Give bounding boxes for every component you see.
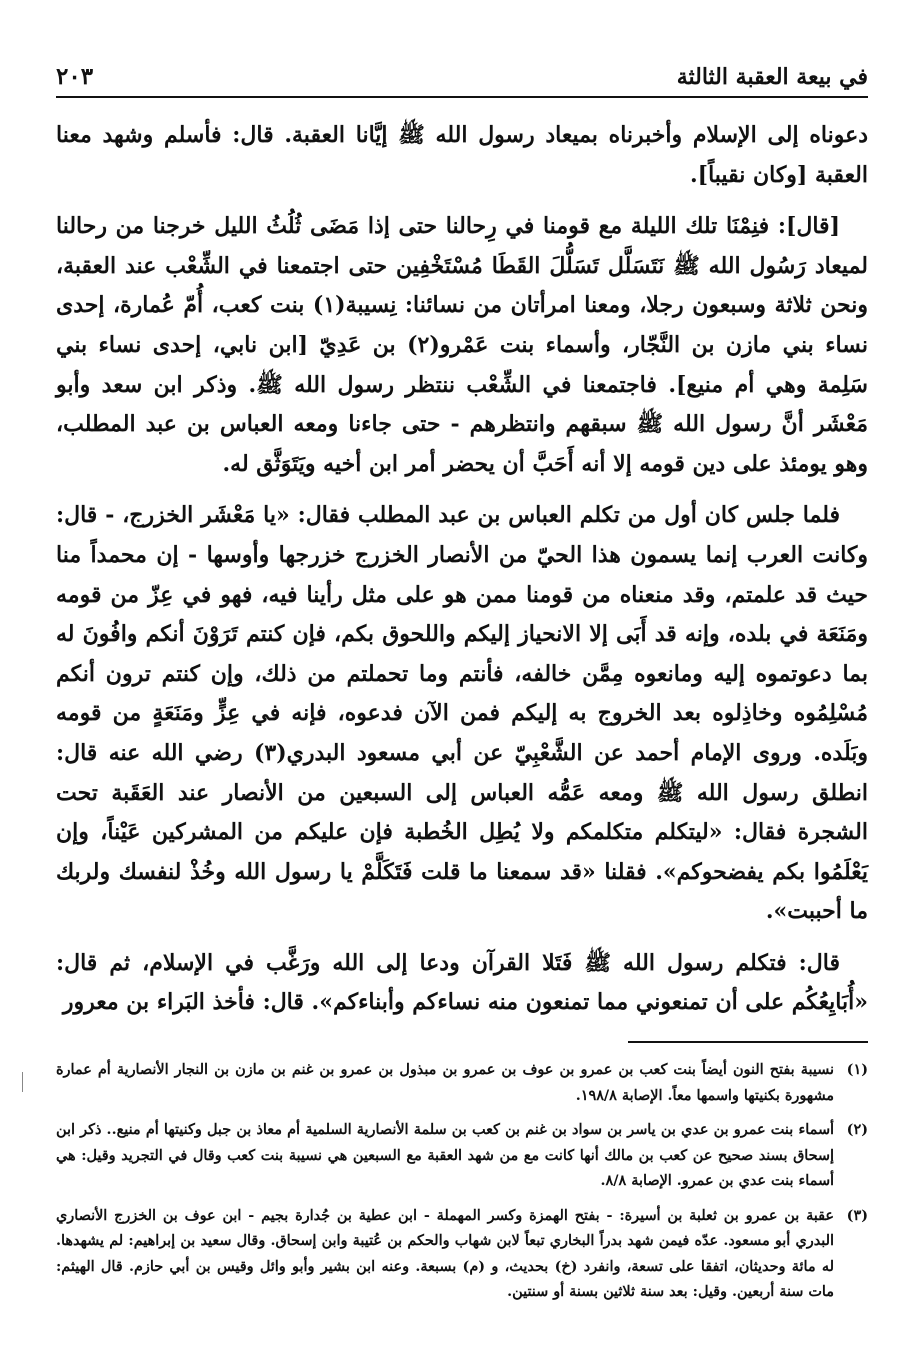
- book-page: [56, 50, 868, 1340]
- footnote-number: (١): [846, 1061, 868, 1079]
- footnote-3: [56, 1203, 868, 1305]
- footnotes: [56, 1057, 868, 1305]
- main-text: [56, 116, 868, 1023]
- running-title: في بيعة العقبة الثالثة: [676, 64, 868, 90]
- scan-margin-mark: [22, 1072, 23, 1092]
- running-header: [56, 50, 868, 88]
- footnote-number: (٢): [846, 1121, 868, 1139]
- page-number: ٢٠٣: [56, 63, 94, 90]
- paragraph-2: [قال]: فنِمْنَا تلك الليلة مع قومنا في رِحالنا حتى إذا مَضَى ثُلُثُ الليل خرجنا من رحالنا لميعاد رَسُول الله ﷺ نَتَسَلَّل تَسَلُّلَ القَطَا مُسْتَخْفِين حتى اجتمعنا في الشِّعْب عند العقبة، ونحن ثلاثة وسبعون رجلا، ومعنا امرأتان من نسائنا: نِسيبة(١) بنت كعب، أُمّ عُمارة، إحدى نساء بني مازن بن النَّجّار، وأسماء بنت عَمْرو(٢) بن عَدِيّ [ابن نابي، إحدى نساء بني سَلِمة وهي أم منيع]. فاجتمعنا في الشِّعْب ننتظر رسول الله ﷺ. وذكر ابن سعد وأبو مَعْشَر أنَّ رسول الله ﷺ سبقهم وانتظرهم - حتى جاءنا ومعه العباس بن عبد المطلب، وهو يومئذ على دين قومه إلا أنه أَحَبَّ أن يحضر أمر ابن أخيه ويَتَوَثَّق له.: [56, 213, 868, 477]
- header-rule: [56, 96, 868, 98]
- footnote-text: نسيبة بفتح النون أيضاً بنت كعب بن عمرو بن عوف بن عمرو بن مبذول بن عمرو بن غنم بن مازن بن النجار الأنصارية أم عمارة مشهورة بكنيتها واسمها معاً. الإصابة ١٩٨/٨.: [56, 1061, 834, 1104]
- footnote-number: (٣): [846, 1206, 868, 1224]
- paragraph-3: فلما جلس كان أول من تكلم العباس بن عبد المطلب فقال: «يا مَعْشَر الخزرج، - قال: وكانت العرب إنما يسمون هذا الحيّ من الأنصار الخزرج خزرجها وأوسها - إن محمداً منا حيث قد علمتم، وقد منعناه من قومنا ممن هو على مثل رأينا فيه، فهو في عِزّ من قومه ومَنَعَة في بلده، وإنه قد أَبَى إلا الانحياز إليكم واللحوق بكم، فإن كنتم تَرَوْنَ أنكم وافُونَ له بما دعوتموه إليه ومانعوه مِمَّن خالفه، فأنتم وما تحملتم من ذلك، وإن كنتم ترون أنكم مُسْلِمُوه وخاذِلوه بعد الخروج به إليكم فمن الآن فدعوه، فإنه في عِزٍّ ومَنَعَةٍ من قومه وبَلَده. وروى الإمام أحمد عن الشَّعْبِيّ عن أبي مسعود البدري(٣) رضي الله عنه قال: انطلق رسول الله ﷺ ومعه عَمُّه العباس إلى السبعين من الأنصار عند العَقَبة تحت الشجرة فقال: «ليتكلم متكلمكم ولا يُطِل الخُطبة فإن عليكم من المشركين عَيْناً، وإن يَعْلَمُوا بكم يفضحوكم». فقلنا «قد سمعنا ما قلت فَتَكَلَّمْ يا رسول الله وخُذْ لنفسك ولربك ما أحببت».: [56, 502, 869, 925]
- paragraph-4: قال: فتكلم رسول الله ﷺ فَتَلا القرآن ودعا إلى الله ورَغَّب في الإسلام، ثم قال: «أُبَايِعُكُم على أن تمنعوني مما تمنعون منه نساءكم وأبناءكم». قال: فأخذ البَراء بن معرور: [56, 949, 868, 1016]
- footnote-2: [56, 1117, 868, 1194]
- footnote-text: عقبة بن عمرو بن ثعلبة بن أسيرة: - بفتح الهمزة وكسر المهملة - ابن عطية بن جُدارة بجيم - ابن عوف بن الخزرج الأنصاري البدري أبو مسعود. عدّه فيمن شهد بدراً البخاري تبعاً لابن شهاب والحكم بن عُتيبة وابن إسحاق. وقال سعيد بن إبراهيم: لم يشهدها. له مائة وحديثان، اتفقا على تسعة، وانفرد (خ) بحديث، و (م) بسبعة. وعنه ابن بشير وأبو وائل وقيس بن أبي حازم. قال الهيثم: مات سنة أربعين. وقيل: بعد سنة ثلاثين بسنة أو سنتين.: [56, 1206, 834, 1301]
- paragraph-1: دعوناه إلى الإسلام وأخبرناه بميعاد رسول الله ﷺ إيَّانا العقبة. قال: فأسلم وشهد معنا العقبة [وكان نقيباً].: [56, 122, 868, 188]
- footnote-text: أسماء بنت عمرو بن عدي بن ياسر بن سواد بن غنم بن كعب بن سلمة الأنصارية السلمية أم معاذ بن جبل وكنيتها أم منيع.. ذكر ابن إسحاق بسند صحيح عن كعب بن مالك أنها كانت مع من شهد العقبة مع السبعين هي نسيبة بنت كعب وقال في التجريد وقيل: هي أسماء بنت عدي بن عمرو. الإصابة ٨/٨.: [56, 1121, 834, 1190]
- footnote-1: [56, 1057, 868, 1108]
- footnote-separator: [628, 1041, 868, 1043]
